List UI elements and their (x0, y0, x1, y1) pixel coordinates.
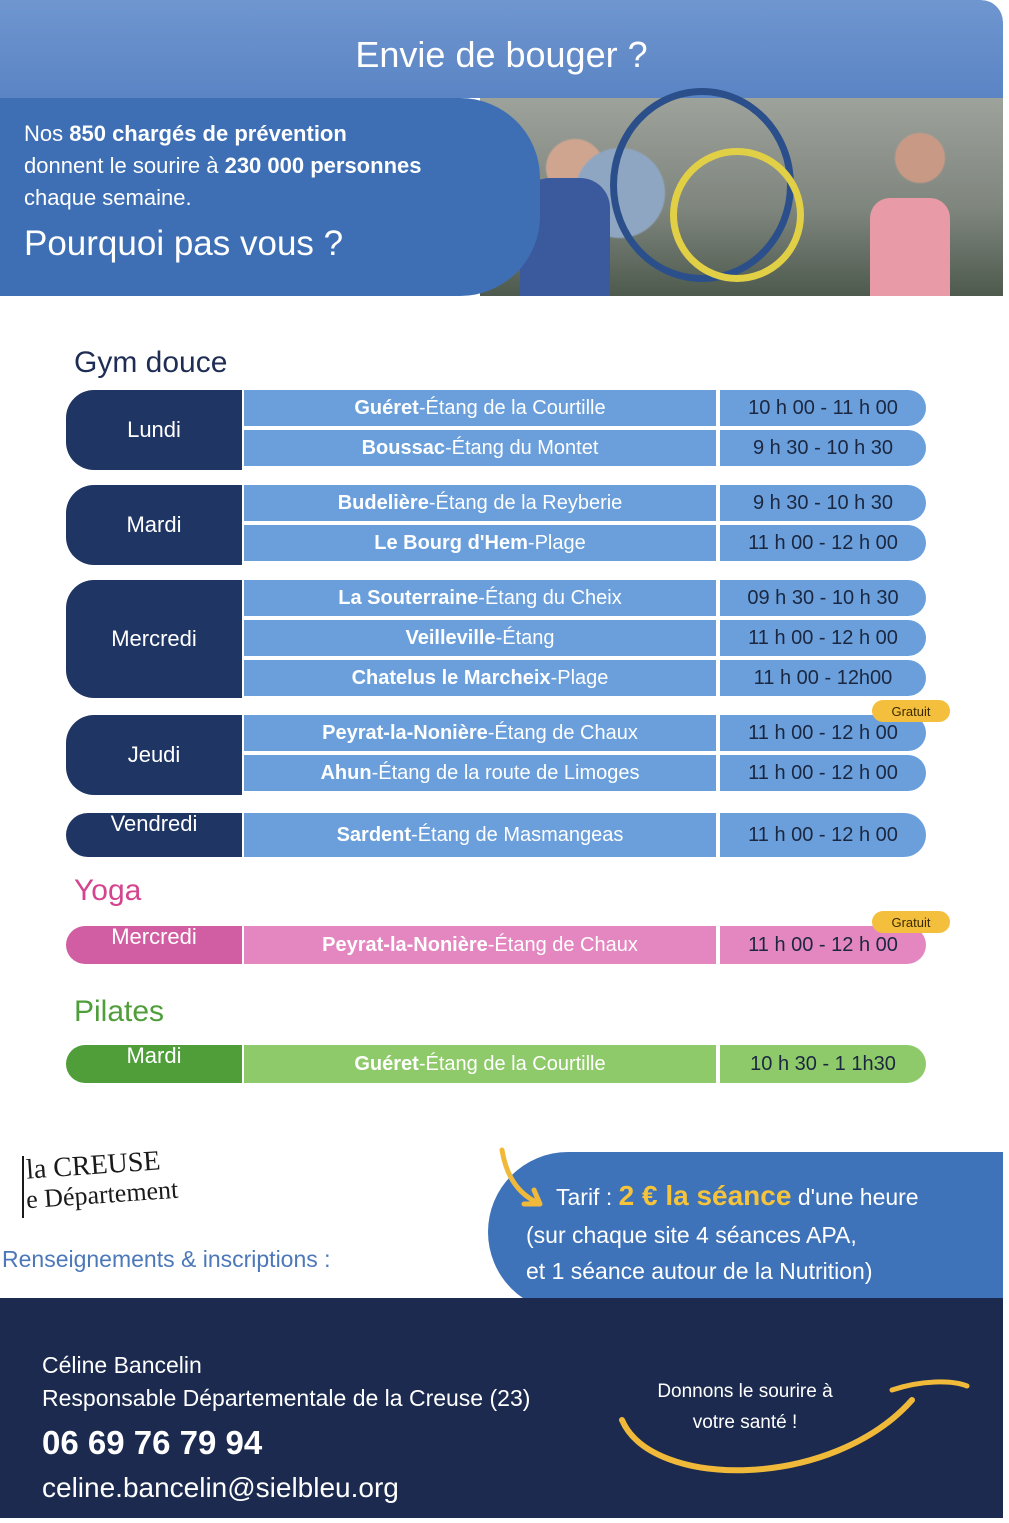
logo-line-2: e Département (25, 1174, 180, 1215)
slogan-line-1: Donnons le sourire à (657, 1381, 833, 1402)
seniors-exercise-photo (480, 98, 1003, 296)
schedule-location: Guéret - Étang de la Courtille (244, 390, 716, 426)
tarif-line-3: et 1 séance autour de la Nutrition) (526, 1258, 873, 1284)
day-lundi: Lundi (66, 390, 242, 470)
tarif-line-1: Tarif : 2 € la séance d'une heure (556, 1180, 919, 1211)
schedule-location: Peyrat-la-Nonière - Étang de Chaux (244, 715, 716, 751)
day-mardi: Mardi (66, 485, 242, 565)
schedule-time: 11 h 00 - 12 h 00 (720, 525, 926, 561)
contact-role: Responsable Départementale de la Creuse (23) (42, 1385, 531, 1411)
section-title-pilates: Pilates (74, 995, 165, 1028)
schedule-time: 9 h 30 - 10 h 30 (720, 430, 926, 466)
day-vendredi: Vendredi (66, 813, 242, 857)
schedule-time: 10 h 30 - 1 1h30 (720, 1045, 926, 1083)
schedule-location: Guéret - Étang de la Courtille (244, 1045, 716, 1083)
schedule-time: 11 h 00 - 12 h 00 (720, 926, 926, 964)
gratuit-badge: Gratuit (872, 700, 950, 722)
contact-email[interactable]: celine.bancelin@sielbleu.org (42, 1472, 399, 1503)
schedule-location: Peyrat-la-Nonière - Étang de Chaux (244, 926, 716, 964)
intro-line-2: donnent le sourire à 230 000 personnes (24, 153, 422, 178)
schedule-location: Ahun - Étang de la route de Limoges (244, 755, 716, 791)
schedule-location: Sardent - Étang de Masmangeas (244, 813, 716, 857)
schedule-location: Veilleville - Étang (244, 620, 716, 656)
intro-line-3: chaque semaine. (24, 185, 192, 210)
schedule-time: 11 h 00 - 12h00 (720, 660, 926, 696)
schedule-location: Chatelus le Marcheix - Plage (244, 660, 716, 696)
photo-person-right (870, 198, 950, 296)
schedule-time: 09 h 30 - 10 h 30 (720, 580, 926, 616)
schedule-time: 11 h 00 - 12 h 00 (720, 715, 926, 751)
logo-bar (22, 1156, 24, 1218)
slogan (630, 1376, 860, 1438)
gratuit-badge: Gratuit (872, 911, 950, 933)
schedule-location: Budelière - Étang de la Reyberie (244, 485, 716, 521)
tarif-line-2: (sur chaque site 4 séances APA, (526, 1222, 857, 1248)
contact-phone[interactable]: 06 69 76 79 94 (42, 1424, 263, 1461)
intro-question: Pourquoi pas vous ? (24, 224, 344, 263)
schedule-time: 10 h 00 - 11 h 00 (720, 390, 926, 426)
curved-arrow-icon (494, 1144, 554, 1214)
schedule-location: Le Bourg d'Hem - Plage (244, 525, 716, 561)
schedule-time: 11 h 00 - 12 h 00 (720, 620, 926, 656)
day-mercredi-yoga: Mercredi (66, 926, 242, 964)
contact-name: Céline Bancelin (42, 1352, 202, 1378)
photo-hoop-yellow (670, 148, 804, 282)
creuse-departement-logo (22, 1145, 232, 1220)
renseignements-label: Renseignements & inscriptions : (2, 1246, 331, 1272)
day-mercredi: Mercredi (66, 580, 242, 698)
schedule-location: La Souterraine - Étang du Cheix (244, 580, 716, 616)
schedule-location: Boussac - Étang du Montet (244, 430, 716, 466)
schedule-time: 11 h 00 - 12 h 00 (720, 755, 926, 791)
slogan-line-2: votre santé ! (692, 1412, 798, 1433)
intro-line-1: Nos 850 chargés de prévention (24, 121, 347, 146)
schedule-time: 9 h 30 - 10 h 30 (720, 485, 926, 521)
section-title-gym-douce: Gym douce (74, 346, 228, 379)
section-title-yoga: Yoga (74, 874, 142, 907)
logo-line-1: la CREUSE (25, 1145, 162, 1186)
day-jeudi: Jeudi (66, 715, 242, 795)
schedule-time: 11 h 00 - 12 h 00 (720, 813, 926, 857)
page-title: Envie de bouger ? (355, 34, 648, 75)
day-mardi-pilates: Mardi (66, 1045, 242, 1083)
